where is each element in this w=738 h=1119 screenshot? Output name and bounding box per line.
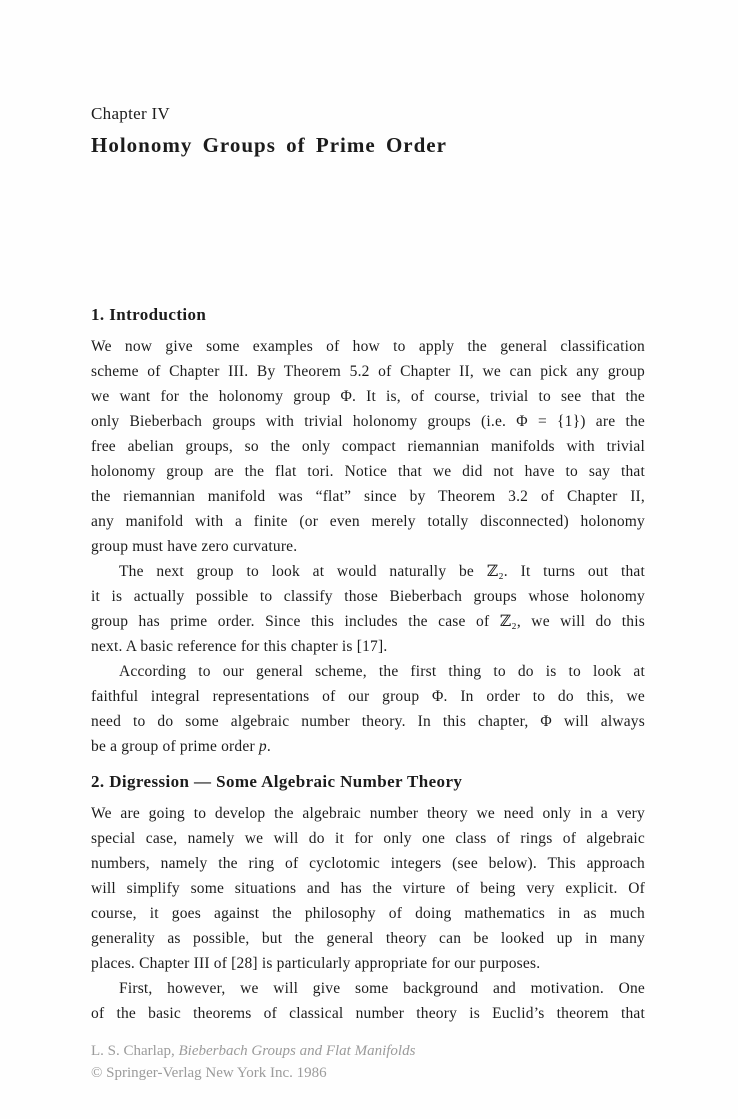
footer-copyright: © Springer-Verlag New York Inc. 1986: [91, 1065, 327, 1081]
text-line: group must have zero curvature.: [91, 538, 298, 555]
chapter-title: Holonomy Groups of Prime Order: [91, 133, 447, 157]
text-line: only Bieberbach groups with trivial holonomy groups (i.e. Φ = {1}) are the: [91, 413, 645, 430]
text-line: of the basic theorems of classical number theory is Euclid’s theorem that: [91, 1005, 645, 1022]
text-line: generality as possible, but the general theory can be looked up in many: [91, 930, 645, 947]
section-heading: 2. Digression — Some Algebraic Number Theory: [91, 772, 463, 791]
text-line: faithful integral representations of our group Φ. In order to do this, we: [91, 688, 645, 705]
footer-credit: [91, 1040, 645, 1062]
text-line: We now give some examples of how to apply the general classification: [91, 338, 645, 355]
text-line: it is actually possible to classify those Bieberbach groups whose holonomy: [91, 588, 645, 605]
text-line: will simplify some situations and has the virture of being very explicit. Of: [91, 880, 645, 897]
text-line: the riemannian manifold was “flat” since by Theorem 3.2 of Chapter II,: [91, 488, 645, 505]
text-line: First, however, we will give some background and motivation. One: [119, 980, 645, 997]
paragraph: [91, 559, 645, 659]
text-line: special case, namely we will do it for only one class of rings of algebraic: [91, 830, 645, 847]
text-line: need to do some algebraic number theory. In this chapter, Φ will always: [91, 713, 645, 730]
paragraph: [91, 659, 645, 759]
text-line: group has prime order. Since this includes the case of ℤ₂, we will do this: [91, 613, 645, 630]
page-footer: [91, 1040, 645, 1084]
page-body: [91, 304, 645, 1026]
page-content: [91, 0, 645, 1119]
text-line: holonomy group are the flat tori. Notice that we did not have to say that: [91, 463, 645, 480]
paragraph: [91, 801, 645, 976]
text-line: we want for the holonomy group Φ. It is, of course, trivial to see that the: [91, 388, 645, 405]
paragraph: [91, 334, 645, 559]
section: [91, 304, 645, 759]
text-line: We are going to develop the algebraic number theory we need only in a very: [91, 805, 645, 822]
text-line: free abelian groups, so the only compact riemannian manifolds with trivial: [91, 438, 645, 455]
text-line: The next group to look at would naturally be ℤ₂. It turns out that: [119, 563, 645, 580]
footer-author: L. S. Charlap,: [91, 1043, 179, 1059]
paragraph: [91, 976, 645, 1026]
text-line: places. Chapter III of [28] is particularly appropriate for our purposes.: [91, 955, 541, 972]
text-line: scheme of Chapter III. By Theorem 5.2 of Chapter II, we can pick any group: [91, 363, 645, 380]
text-line: any manifold with a finite (or even merely totally disconnected) holonomy: [91, 513, 645, 530]
section-heading: 1. Introduction: [91, 305, 207, 324]
text-line: According to our general scheme, the first thing to do is to look at: [119, 663, 645, 680]
chapter-header: [91, 0, 645, 158]
chapter-label: Chapter IV: [91, 104, 171, 123]
section: [91, 771, 645, 1026]
text-line: be a group of prime order p.: [91, 738, 271, 755]
footer-book-title: Bieberbach Groups and Flat Manifolds: [178, 1043, 416, 1059]
text-line: course, it goes against the philosophy of doing mathematics in as much: [91, 905, 645, 922]
text-line: next. A basic reference for this chapter is [17].: [91, 638, 388, 655]
text-line: numbers, namely the ring of cyclotomic integers (see below). This approach: [91, 855, 645, 872]
